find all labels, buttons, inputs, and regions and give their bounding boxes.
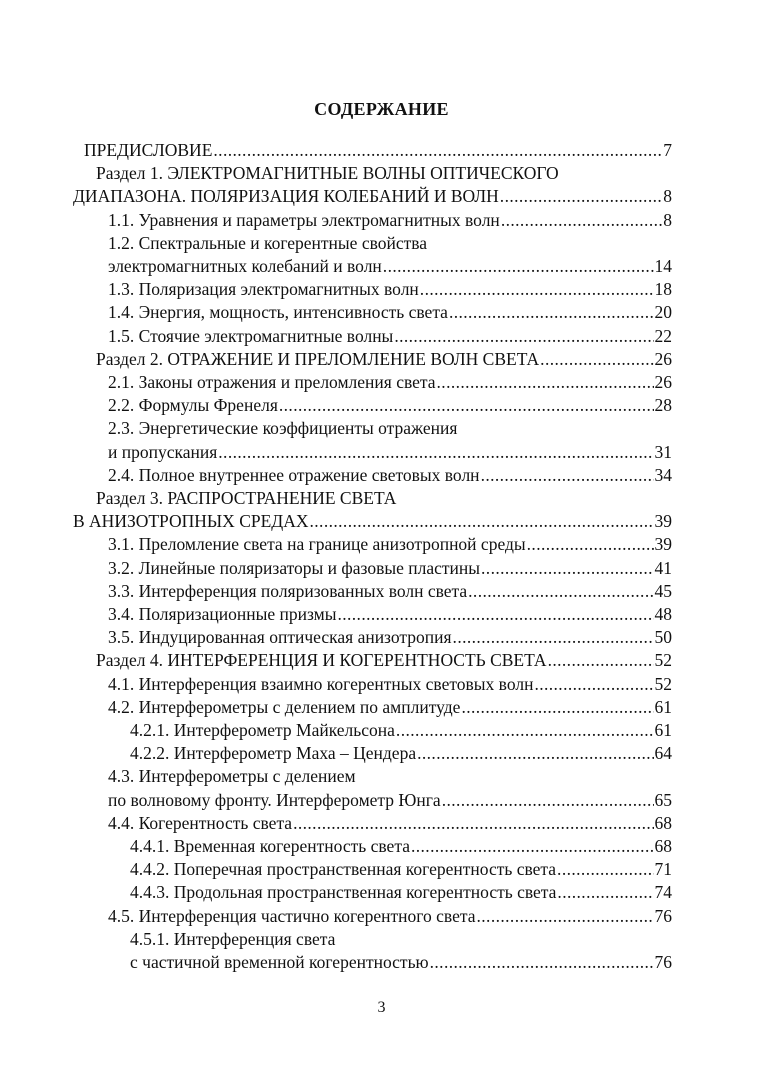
toc-entry-page: 22	[654, 325, 672, 346]
toc-entry	[108, 232, 427, 255]
dot-leader	[383, 255, 654, 278]
toc-entry-page: 64	[654, 743, 672, 764]
toc-entry	[108, 533, 672, 556]
toc-entry-title: по волновому фронту. Интерферометр Юнга	[108, 789, 441, 810]
toc-entry-title: Раздел 1. ЭЛЕКТРОМАГНИТНЫЕ ВОЛНЫ ОПТИЧЕСКОГО	[96, 163, 559, 184]
toc-entry-page: 20	[654, 302, 672, 323]
toc-entry-page: 28	[654, 395, 672, 416]
toc-entry	[108, 278, 672, 301]
dot-leader	[468, 580, 653, 603]
toc-entry	[108, 626, 672, 649]
toc-entry	[73, 510, 672, 533]
toc-entry-page: 52	[654, 650, 672, 671]
toc-entry-page: 61	[654, 720, 672, 740]
toc-entry-page: 8	[663, 186, 672, 207]
toc-entry-title: 3.5. Индуцированная оптическая анизотропия	[108, 627, 452, 648]
toc-entry	[130, 835, 672, 858]
dot-leader	[481, 557, 653, 580]
toc-entry	[108, 789, 672, 812]
toc-entry-title: 2.3. Энергетические коэффициенты отражения	[108, 418, 458, 439]
toc-entry-page: 7	[663, 140, 672, 160]
toc-entry-title: Раздел 2. ОТРАЖЕНИЕ И ПРЕЛОМЛЕНИЕ ВОЛН СВЕТА	[96, 348, 540, 369]
dot-leader	[394, 325, 653, 348]
dot-leader	[461, 696, 653, 719]
toc-entry-title: 3.2. Линейные поляризаторы и фазовые пластины	[108, 557, 481, 578]
toc-entry-title: 4.2. Интерферометры с делением по амплитуде	[108, 696, 461, 717]
dot-leader	[293, 812, 653, 835]
toc-entry	[108, 603, 672, 626]
dot-leader	[337, 603, 653, 626]
toc-entry-title: 1.4. Энергия, мощность, интенсивность света	[108, 302, 448, 323]
toc-entry-page: 18	[654, 279, 672, 300]
dot-leader	[500, 185, 662, 208]
toc-entry-page: 45	[654, 580, 672, 601]
dot-leader	[527, 533, 654, 556]
toc-entry-page: 50	[654, 627, 672, 648]
toc-entry-title: 4.4.2. Поперечная пространственная когерентность света	[130, 859, 557, 880]
toc-entry	[130, 951, 672, 974]
toc-entry-page: 68	[654, 812, 672, 833]
dot-leader	[481, 464, 654, 487]
dot-leader	[430, 951, 654, 974]
toc-entry-title: 3.1. Преломление света на границе анизотропной среды	[108, 534, 526, 555]
toc-entry-page: 76	[654, 952, 672, 972]
dot-leader	[310, 510, 654, 533]
toc-entry	[84, 139, 672, 162]
toc-entry-title: 4.4. Когерентность света	[108, 812, 293, 833]
toc-entry-page: 8	[663, 209, 672, 230]
toc-entry	[108, 580, 672, 603]
toc-entry-title: Раздел 3. РАСПРОСТРАНЕНИЕ СВЕТА	[96, 488, 397, 508]
toc-entry-title: 1.1. Уравнения и параметры электромагнитных волн	[108, 209, 500, 230]
dot-leader	[213, 139, 662, 162]
toc-entry-title: электромагнитных колебаний и волн	[108, 256, 382, 276]
dot-leader	[548, 649, 654, 672]
toc-entry	[108, 255, 672, 278]
toc-entry-title: 2.2. Формулы Френеля	[108, 395, 278, 416]
toc-entry	[108, 812, 672, 835]
toc-entry-title: и пропускания	[108, 441, 218, 462]
toc-entry-title: Раздел 4. ИНТЕРФЕРЕНЦИЯ И КОГЕРЕНТНОСТЬ СВЕТА	[96, 650, 547, 671]
toc-entry	[96, 162, 559, 185]
toc-entry-title: 4.1. Интерференция взаимно когерентных световых волн	[108, 673, 534, 694]
dot-leader	[420, 278, 654, 301]
dot-leader	[417, 742, 653, 765]
toc-entry	[108, 696, 672, 719]
toc-entry	[108, 464, 672, 487]
toc-entry-title: 1.3. Поляризация электромагнитных волн	[108, 279, 419, 300]
toc-entry-title: с частичной временной когерентностью	[130, 952, 429, 972]
dot-leader	[534, 673, 653, 696]
toc-entry	[130, 881, 672, 904]
toc-entry	[96, 487, 396, 510]
toc-entry-title: 3.3. Интерференция поляризованных волн света	[108, 580, 468, 601]
dot-leader	[477, 905, 654, 928]
dot-leader	[218, 441, 653, 464]
toc-entry-title: 2.1. Законы отражения и преломления света	[108, 372, 436, 392]
toc-entry	[108, 394, 672, 417]
toc-entry	[108, 673, 672, 696]
toc-entry-page: 52	[654, 673, 672, 694]
dot-leader	[279, 394, 654, 417]
toc-entry-page: 26	[654, 348, 672, 369]
dot-leader	[437, 371, 654, 394]
toc-entry-page: 61	[654, 696, 672, 717]
toc-entry	[130, 928, 335, 951]
toc-entry	[96, 649, 672, 672]
dot-leader	[411, 835, 654, 858]
toc-entry-title: ДИАПАЗОНА. ПОЛЯРИЗАЦИЯ КОЛЕБАНИЙ И ВОЛН	[73, 186, 499, 207]
toc-entry	[108, 905, 672, 928]
dot-leader	[449, 301, 654, 324]
dot-leader	[540, 348, 653, 371]
toc-entry-title: 2.4. Полное внутреннее отражение световых волн	[108, 464, 480, 485]
toc-entry	[96, 348, 672, 371]
dot-leader	[442, 789, 654, 812]
toc-entry	[130, 858, 672, 881]
dot-leader	[501, 209, 662, 232]
toc-entry	[108, 417, 457, 440]
toc-entry-title: 4.5. Интерференция частично когерентного света	[108, 905, 476, 926]
toc-entry-page: 68	[654, 836, 672, 856]
toc-entry-page: 71	[654, 859, 672, 880]
toc-entry-page: 76	[654, 905, 672, 926]
page-title: СОДЕРЖАНИЕ	[314, 99, 449, 119]
dot-leader	[557, 881, 653, 904]
toc-entry	[130, 742, 672, 765]
dot-leader	[396, 719, 654, 742]
toc-entry-page: 65	[654, 789, 672, 810]
toc-entry-page: 74	[654, 882, 672, 903]
toc-entry-page: 39	[654, 534, 672, 555]
toc-entry-title: 4.2.2. Интерферометр Маха – Цендера	[130, 743, 417, 764]
toc-entry-title: В АНИЗОТРОПНЫХ СРЕДАХ	[73, 511, 309, 532]
dot-leader	[453, 626, 654, 649]
toc-entry	[108, 441, 672, 464]
page-number: 3	[377, 999, 386, 1016]
toc-entry-title: ПРЕДИСЛОВИЕ	[84, 140, 213, 160]
toc-entry	[108, 325, 672, 348]
toc-entry	[130, 719, 672, 742]
toc-entry-title: 1.2. Спектральные и когерентные свойства	[108, 232, 428, 253]
toc-entry	[73, 185, 672, 208]
toc-entry-page: 48	[654, 604, 672, 624]
toc-entry-page: 34	[654, 464, 672, 485]
toc-entry-page: 31	[654, 441, 672, 462]
toc-entry	[108, 209, 672, 232]
toc-entry-page: 39	[654, 511, 672, 532]
toc-entry-title: 1.5. Стоячие электромагнитные волны	[108, 325, 394, 346]
toc-entry	[108, 371, 672, 394]
dot-leader	[557, 858, 653, 881]
toc-entry-page: 26	[654, 372, 672, 392]
toc-entry	[108, 765, 356, 788]
toc-entry-page: 14	[654, 256, 672, 276]
toc-entry	[108, 557, 672, 580]
toc-entry-title: 4.5.1. Интерференция света	[130, 928, 336, 949]
toc-entry-page: 41	[654, 557, 672, 578]
toc-entry-title: 3.4. Поляризационные призмы	[108, 604, 337, 624]
toc-entry-title: 4.4.3. Продольная пространственная когерентность света	[130, 882, 557, 903]
toc-entry	[108, 301, 672, 324]
toc-entry-title: 4.4.1. Временная когерентность света	[130, 836, 410, 856]
toc-entry-title: 4.3. Интерферометры с делением	[108, 766, 356, 787]
toc-entry-title: 4.2.1. Интерферометр Майкельсона	[130, 720, 395, 740]
